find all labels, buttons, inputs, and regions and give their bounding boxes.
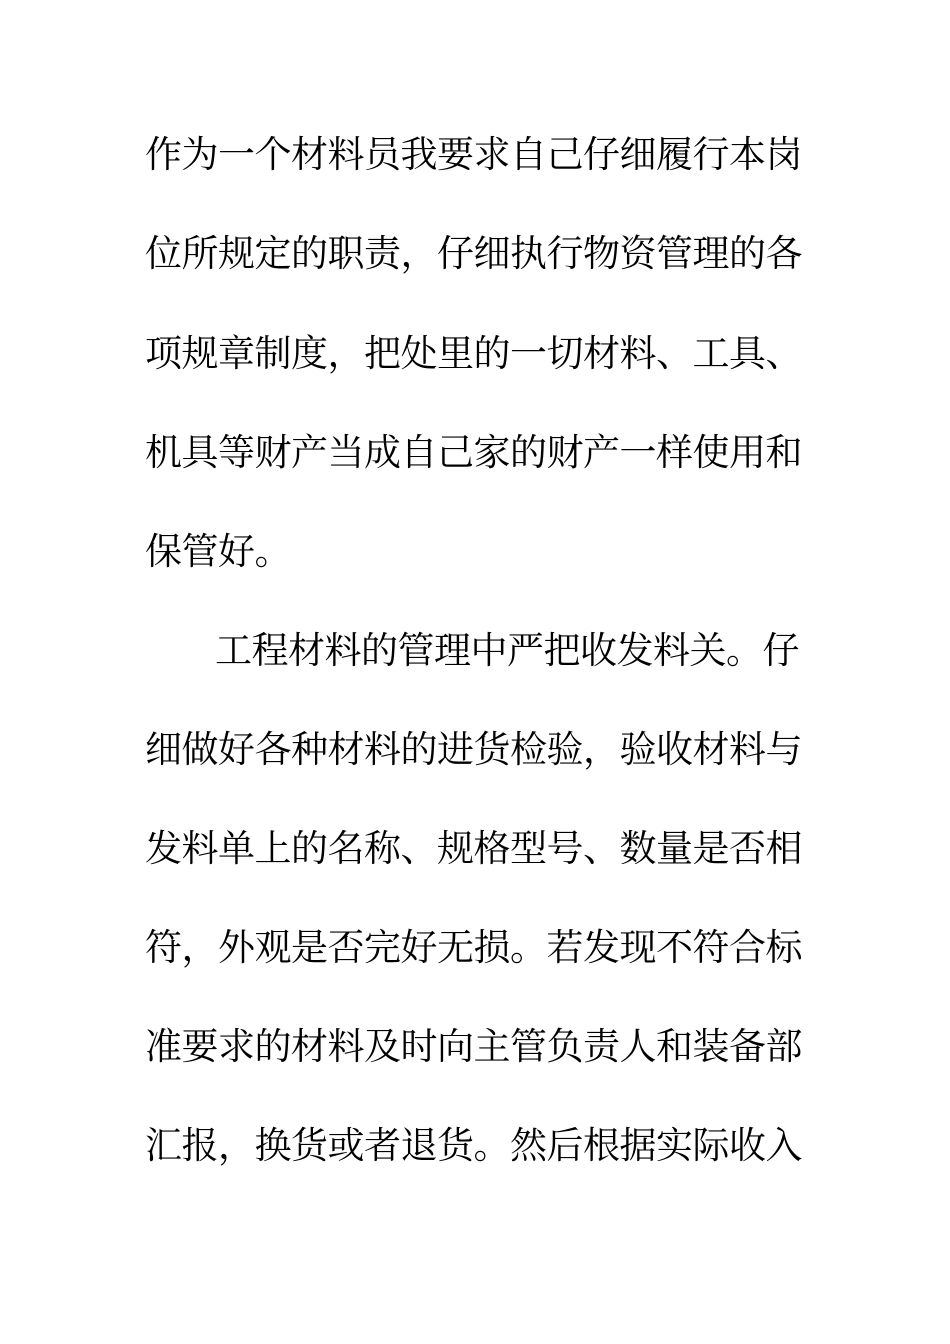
paragraph-first-line: 工程材料的管理中严把收发料关。仔 — [215, 629, 799, 672]
text-line: 项规章制度，把处里的一切材料、工具、 — [145, 332, 802, 375]
text-line: 机具等财产当成自己家的财产一样使用和 — [145, 431, 802, 474]
text-line: 汇报，换货或者退货。然后根据实际收入 — [145, 1124, 802, 1167]
text-line: 位所规定的职责，仔细执行物资管理的各 — [145, 232, 802, 275]
text-line: 符，外观是否完好无损。若发现不符合标 — [145, 926, 802, 969]
text-line: 发料单上的名称、规格型号、数量是否相 — [145, 827, 802, 870]
text-line: 细做好各种材料的进货检验，验收材料与 — [145, 728, 802, 771]
text-line: 作为一个材料员我要求自己仔细履行本岗 — [145, 133, 802, 176]
text-line: 保管好。 — [145, 530, 291, 573]
text-line: 准要求的材料及时向主管负责人和装备部 — [145, 1025, 802, 1068]
